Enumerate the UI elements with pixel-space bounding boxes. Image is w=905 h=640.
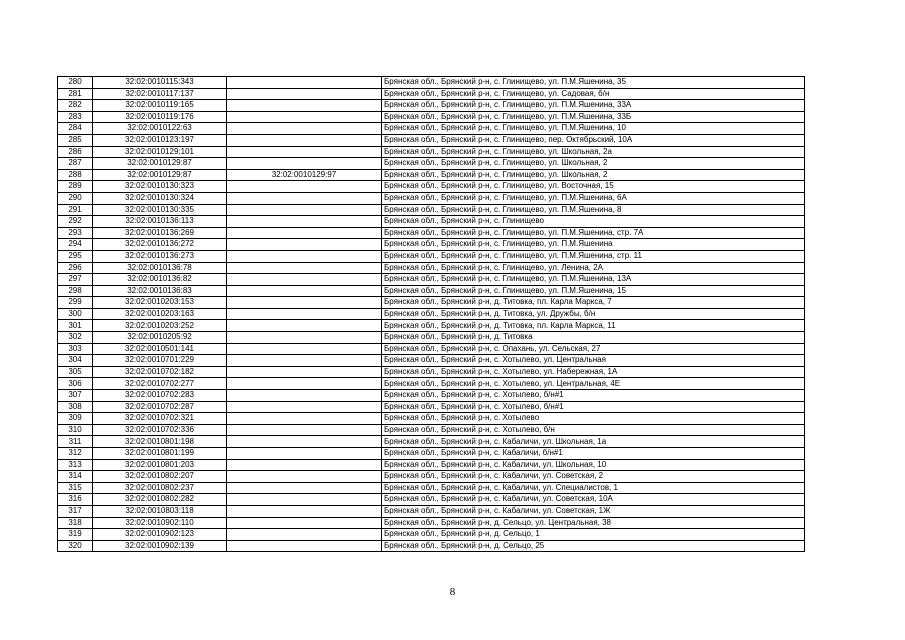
previous-cadastral-number-cell: [227, 192, 382, 204]
row-number-cell: 312: [58, 448, 93, 460]
cadastral-number-cell: 32:02:0010130:323: [93, 181, 227, 193]
table-row: [58, 100, 805, 112]
table-row: [58, 448, 805, 460]
address-cell: Брянская обл., Брянский р-н, с. Глинищево, ул. Ленина, 2А: [382, 262, 805, 274]
table-row: [58, 88, 805, 100]
address-cell: Брянская обл., Брянский р-н, с. Кабаличи, ул. Школьная, 1а: [382, 436, 805, 448]
previous-cadastral-number-cell: [227, 366, 382, 378]
previous-cadastral-number-cell: [227, 390, 382, 402]
row-number-cell: 317: [58, 505, 93, 517]
previous-cadastral-number-cell: 32:02:0010129:97: [227, 169, 382, 181]
cadastral-number-cell: 32:02:0010119:165: [93, 100, 227, 112]
address-cell: Брянская обл., Брянский р-н, с. Глинищево, ул. П.М.Яшенина, стр. 11: [382, 250, 805, 262]
address-cell: Брянская обл., Брянский р-н, с. Глинищево, пер. Октябрьский, 10А: [382, 134, 805, 146]
address-cell: Брянская обл., Брянский р-н, с. Глинищево, ул. П.М.Яшенина, стр. 7А: [382, 227, 805, 239]
row-number-cell: 285: [58, 134, 93, 146]
row-number-cell: 316: [58, 494, 93, 506]
address-cell: Брянская обл., Брянский р-н, с. Хотылево, б/н#1: [382, 401, 805, 413]
row-number-cell: 313: [58, 459, 93, 471]
row-number-cell: 281: [58, 88, 93, 100]
cadastral-number-cell: 32:02:0010702:321: [93, 413, 227, 425]
cadastral-number-cell: 32:02:0010803:118: [93, 505, 227, 517]
table-row: [58, 390, 805, 402]
address-cell: Брянская обл., Брянский р-н, с. Глинищево, ул. П.М.Яшенина, 35: [382, 77, 805, 89]
cadastral-number-cell: 32:02:0010802:237: [93, 482, 227, 494]
cadastral-number-cell: 32:02:0010136:82: [93, 274, 227, 286]
previous-cadastral-number-cell: [227, 88, 382, 100]
row-number-cell: 283: [58, 111, 93, 123]
cadastral-number-cell: 32:02:0010801:199: [93, 448, 227, 460]
address-cell: Брянская обл., Брянский р-н, с. Глинищево, ул. Садовая, б/н: [382, 88, 805, 100]
address-cell: Брянская обл., Брянский р-н, с. Опахань, ул. Сельская, 27: [382, 343, 805, 355]
table-row: [58, 482, 805, 494]
row-number-cell: 320: [58, 540, 93, 552]
previous-cadastral-number-cell: [227, 181, 382, 193]
cadastral-number-cell: 32:02:0010802:207: [93, 471, 227, 483]
table-row: [58, 227, 805, 239]
table-row: [58, 239, 805, 251]
previous-cadastral-number-cell: [227, 204, 382, 216]
row-number-cell: 318: [58, 517, 93, 529]
address-cell: Брянская обл., Брянский р-н, д. Титовка, пл. Карла Маркса, 7: [382, 297, 805, 309]
cadastral-number-cell: 32:02:0010136:78: [93, 262, 227, 274]
cadastral-number-cell: 32:02:0010702:182: [93, 366, 227, 378]
previous-cadastral-number-cell: [227, 505, 382, 517]
cadastral-number-cell: 32:02:0010203:163: [93, 308, 227, 320]
row-number-cell: 302: [58, 332, 93, 344]
table-row: [58, 366, 805, 378]
previous-cadastral-number-cell: [227, 355, 382, 367]
cadastral-number-cell: 32:02:0010136:273: [93, 250, 227, 262]
cadastral-number-cell: 32:02:0010203:252: [93, 320, 227, 332]
previous-cadastral-number-cell: [227, 297, 382, 309]
row-number-cell: 311: [58, 436, 93, 448]
address-cell: Брянская обл., Брянский р-н, с. Хотылево, ул. Набережная, 1А: [382, 366, 805, 378]
previous-cadastral-number-cell: [227, 158, 382, 170]
table-row: [58, 308, 805, 320]
row-number-cell: 297: [58, 274, 93, 286]
previous-cadastral-number-cell: [227, 285, 382, 297]
cadastral-number-cell: 32:02:0010902:139: [93, 540, 227, 552]
table-row: [58, 436, 805, 448]
address-cell: Брянская обл., Брянский р-н, с. Хотылево: [382, 413, 805, 425]
previous-cadastral-number-cell: [227, 343, 382, 355]
previous-cadastral-number-cell: [227, 448, 382, 460]
table-row: [58, 378, 805, 390]
cadastral-number-cell: 32:02:0010702:336: [93, 424, 227, 436]
cadastral-number-cell: 32:02:0010129:101: [93, 146, 227, 158]
cadastral-number-cell: 32:02:0010702:287: [93, 401, 227, 413]
address-cell: Брянская обл., Брянский р-н, с. Кабаличи, ул. Школьная, 10: [382, 459, 805, 471]
table-row: [58, 505, 805, 517]
table-row: [58, 529, 805, 541]
table-row: [58, 320, 805, 332]
address-cell: Брянская обл., Брянский р-н, с. Глинищево, ул. Школьная, 2: [382, 169, 805, 181]
row-number-cell: 306: [58, 378, 93, 390]
row-number-cell: 290: [58, 192, 93, 204]
cadastral-number-cell: 32:02:0010701:229: [93, 355, 227, 367]
previous-cadastral-number-cell: [227, 482, 382, 494]
table-row: [58, 285, 805, 297]
address-cell: Брянская обл., Брянский р-н, с. Кабаличи, ул. Советская, 2: [382, 471, 805, 483]
row-number-cell: 292: [58, 216, 93, 228]
table-row: [58, 262, 805, 274]
row-number-cell: 294: [58, 239, 93, 251]
table-row: [58, 77, 805, 89]
cadastral-number-cell: 32:02:0010802:282: [93, 494, 227, 506]
address-cell: Брянская обл., Брянский р-н, д. Сельцо, 1: [382, 529, 805, 541]
row-number-cell: 282: [58, 100, 93, 112]
table-row: [58, 204, 805, 216]
row-number-cell: 304: [58, 355, 93, 367]
table-row: [58, 517, 805, 529]
cadastral-number-cell: 32:02:0010501:141: [93, 343, 227, 355]
row-number-cell: 308: [58, 401, 93, 413]
cadastral-number-cell: 32:02:0010122:63: [93, 123, 227, 135]
previous-cadastral-number-cell: [227, 250, 382, 262]
row-number-cell: 291: [58, 204, 93, 216]
address-cell: Брянская обл., Брянский р-н, с. Кабаличи, ул. Специалистов, 1: [382, 482, 805, 494]
address-cell: Брянская обл., Брянский р-н, с. Глинищево, ул. П.М.Яшенина, 13А: [382, 274, 805, 286]
cadastral-number-cell: 32:02:0010130:335: [93, 204, 227, 216]
previous-cadastral-number-cell: [227, 459, 382, 471]
address-cell: Брянская обл., Брянский р-н, с. Кабаличи, б/н#1: [382, 448, 805, 460]
address-cell: Брянская обл., Брянский р-н, д. Сельцо, ул. Центральная, 38: [382, 517, 805, 529]
address-cell: Брянская обл., Брянский р-н, с. Глинищево, ул. П.М.Яшенина, 33Б: [382, 111, 805, 123]
table-row: [58, 297, 805, 309]
table-row: [58, 123, 805, 135]
previous-cadastral-number-cell: [227, 308, 382, 320]
previous-cadastral-number-cell: [227, 517, 382, 529]
address-cell: Брянская обл., Брянский р-н, с. Кабаличи, ул. Советская, 10А: [382, 494, 805, 506]
cadastral-number-cell: 32:02:0010801:203: [93, 459, 227, 471]
row-number-cell: 299: [58, 297, 93, 309]
table-row: [58, 274, 805, 286]
previous-cadastral-number-cell: [227, 262, 382, 274]
row-number-cell: 303: [58, 343, 93, 355]
address-cell: Брянская обл., Брянский р-н, с. Глинищево, ул. П.М.Яшенина, 10: [382, 123, 805, 135]
cadastral-number-cell: 32:02:0010702:283: [93, 390, 227, 402]
cadastral-number-cell: 32:02:0010115:343: [93, 77, 227, 89]
previous-cadastral-number-cell: [227, 540, 382, 552]
previous-cadastral-number-cell: [227, 401, 382, 413]
table-row: [58, 355, 805, 367]
cadastral-number-cell: 32:02:0010119:176: [93, 111, 227, 123]
previous-cadastral-number-cell: [227, 227, 382, 239]
cadastral-number-cell: 32:02:0010136:272: [93, 239, 227, 251]
address-cell: Брянская обл., Брянский р-н, с. Глинищево, ул. Школьная, 2: [382, 158, 805, 170]
cadastral-number-cell: 32:02:0010123:197: [93, 134, 227, 146]
table-row: [58, 181, 805, 193]
row-number-cell: 305: [58, 366, 93, 378]
table-row: [58, 158, 805, 170]
row-number-cell: 314: [58, 471, 93, 483]
address-cell: Брянская обл., Брянский р-н, д. Титовка: [382, 332, 805, 344]
row-number-cell: 288: [58, 169, 93, 181]
cadastral-number-cell: 32:02:0010130:324: [93, 192, 227, 204]
row-number-cell: 284: [58, 123, 93, 135]
table-row: [58, 216, 805, 228]
table-row: [58, 169, 805, 181]
row-number-cell: 287: [58, 158, 93, 170]
address-cell: Брянская обл., Брянский р-н, с. Глинищево, ул. П.М.Яшенина, 33А: [382, 100, 805, 112]
row-number-cell: 307: [58, 390, 93, 402]
row-number-cell: 295: [58, 250, 93, 262]
cadastral-number-cell: 32:02:0010902:123: [93, 529, 227, 541]
address-cell: Брянская обл., Брянский р-н, с. Хотылево, б/н: [382, 424, 805, 436]
cadastral-table: [57, 76, 805, 552]
row-number-cell: 298: [58, 285, 93, 297]
previous-cadastral-number-cell: [227, 239, 382, 251]
table-row: [58, 111, 805, 123]
cadastral-number-cell: 32:02:0010117:137: [93, 88, 227, 100]
address-cell: Брянская обл., Брянский р-н, д. Титовка, пл. Карла Маркса, 11: [382, 320, 805, 332]
previous-cadastral-number-cell: [227, 216, 382, 228]
table-row: [58, 471, 805, 483]
address-cell: Брянская обл., Брянский р-н, с. Глинищево, ул. П.М.Яшенина: [382, 239, 805, 251]
previous-cadastral-number-cell: [227, 413, 382, 425]
table-row: [58, 459, 805, 471]
cadastral-number-cell: 32:02:0010702:277: [93, 378, 227, 390]
previous-cadastral-number-cell: [227, 436, 382, 448]
row-number-cell: 293: [58, 227, 93, 239]
cadastral-number-cell: 32:02:0010136:269: [93, 227, 227, 239]
cadastral-number-cell: 32:02:0010203:153: [93, 297, 227, 309]
row-number-cell: 300: [58, 308, 93, 320]
address-cell: Брянская обл., Брянский р-н, д. Титовка, ул. Дружбы, б/н: [382, 308, 805, 320]
table-row: [58, 134, 805, 146]
table-row: [58, 413, 805, 425]
address-cell: Брянская обл., Брянский р-н, с. Хотылево, б/н#1: [382, 390, 805, 402]
address-cell: Брянская обл., Брянский р-н, с. Глинищево, ул. Школьная, 2а: [382, 146, 805, 158]
table-row: [58, 540, 805, 552]
previous-cadastral-number-cell: [227, 77, 382, 89]
previous-cadastral-number-cell: [227, 320, 382, 332]
cadastral-number-cell: 32:02:0010136:83: [93, 285, 227, 297]
table-row: [58, 424, 805, 436]
row-number-cell: 280: [58, 77, 93, 89]
table-body: [58, 77, 805, 552]
address-cell: Брянская обл., Брянский р-н, д. Сельцо, 25: [382, 540, 805, 552]
table-row: [58, 250, 805, 262]
previous-cadastral-number-cell: [227, 424, 382, 436]
table-row: [58, 401, 805, 413]
row-number-cell: 286: [58, 146, 93, 158]
row-number-cell: 301: [58, 320, 93, 332]
table-row: [58, 146, 805, 158]
previous-cadastral-number-cell: [227, 471, 382, 483]
cadastral-number-cell: 32:02:0010129:87: [93, 158, 227, 170]
previous-cadastral-number-cell: [227, 378, 382, 390]
row-number-cell: 310: [58, 424, 93, 436]
cadastral-number-cell: 32:02:0010136:113: [93, 216, 227, 228]
table-row: [58, 192, 805, 204]
cadastral-number-cell: 32:02:0010129:87: [93, 169, 227, 181]
previous-cadastral-number-cell: [227, 123, 382, 135]
previous-cadastral-number-cell: [227, 100, 382, 112]
cadastral-number-cell: 32:02:0010902:110: [93, 517, 227, 529]
previous-cadastral-number-cell: [227, 274, 382, 286]
address-cell: Брянская обл., Брянский р-н, с. Хотылево, ул. Центральная, 4Е: [382, 378, 805, 390]
table-row: [58, 343, 805, 355]
cadastral-number-cell: 32:02:0010205:92: [93, 332, 227, 344]
table-row: [58, 494, 805, 506]
row-number-cell: 289: [58, 181, 93, 193]
table-row: [58, 332, 805, 344]
previous-cadastral-number-cell: [227, 494, 382, 506]
page-number: 8: [449, 586, 456, 598]
row-number-cell: 319: [58, 529, 93, 541]
previous-cadastral-number-cell: [227, 134, 382, 146]
previous-cadastral-number-cell: [227, 111, 382, 123]
address-cell: Брянская обл., Брянский р-н, с. Хотылево, ул. Центральная: [382, 355, 805, 367]
address-cell: Брянская обл., Брянский р-н, с. Кабаличи, ул. Советская, 1Ж: [382, 505, 805, 517]
row-number-cell: 309: [58, 413, 93, 425]
cadastral-number-cell: 32:02:0010801:198: [93, 436, 227, 448]
address-cell: Брянская обл., Брянский р-н, с. Глинищево: [382, 216, 805, 228]
row-number-cell: 296: [58, 262, 93, 274]
previous-cadastral-number-cell: [227, 146, 382, 158]
row-number-cell: 315: [58, 482, 93, 494]
address-cell: Брянская обл., Брянский р-н, с. Глинищево, ул. П.М.Яшенина, 15: [382, 285, 805, 297]
address-cell: Брянская обл., Брянский р-н, с. Глинищево, ул. П.М.Яшенина, 8: [382, 204, 805, 216]
previous-cadastral-number-cell: [227, 332, 382, 344]
address-cell: Брянская обл., Брянский р-н, с. Глинищево, ул. П.М.Яшенина, 6А: [382, 192, 805, 204]
previous-cadastral-number-cell: [227, 529, 382, 541]
address-cell: Брянская обл., Брянский р-н, с. Глинищево, ул. Восточная, 15: [382, 181, 805, 193]
